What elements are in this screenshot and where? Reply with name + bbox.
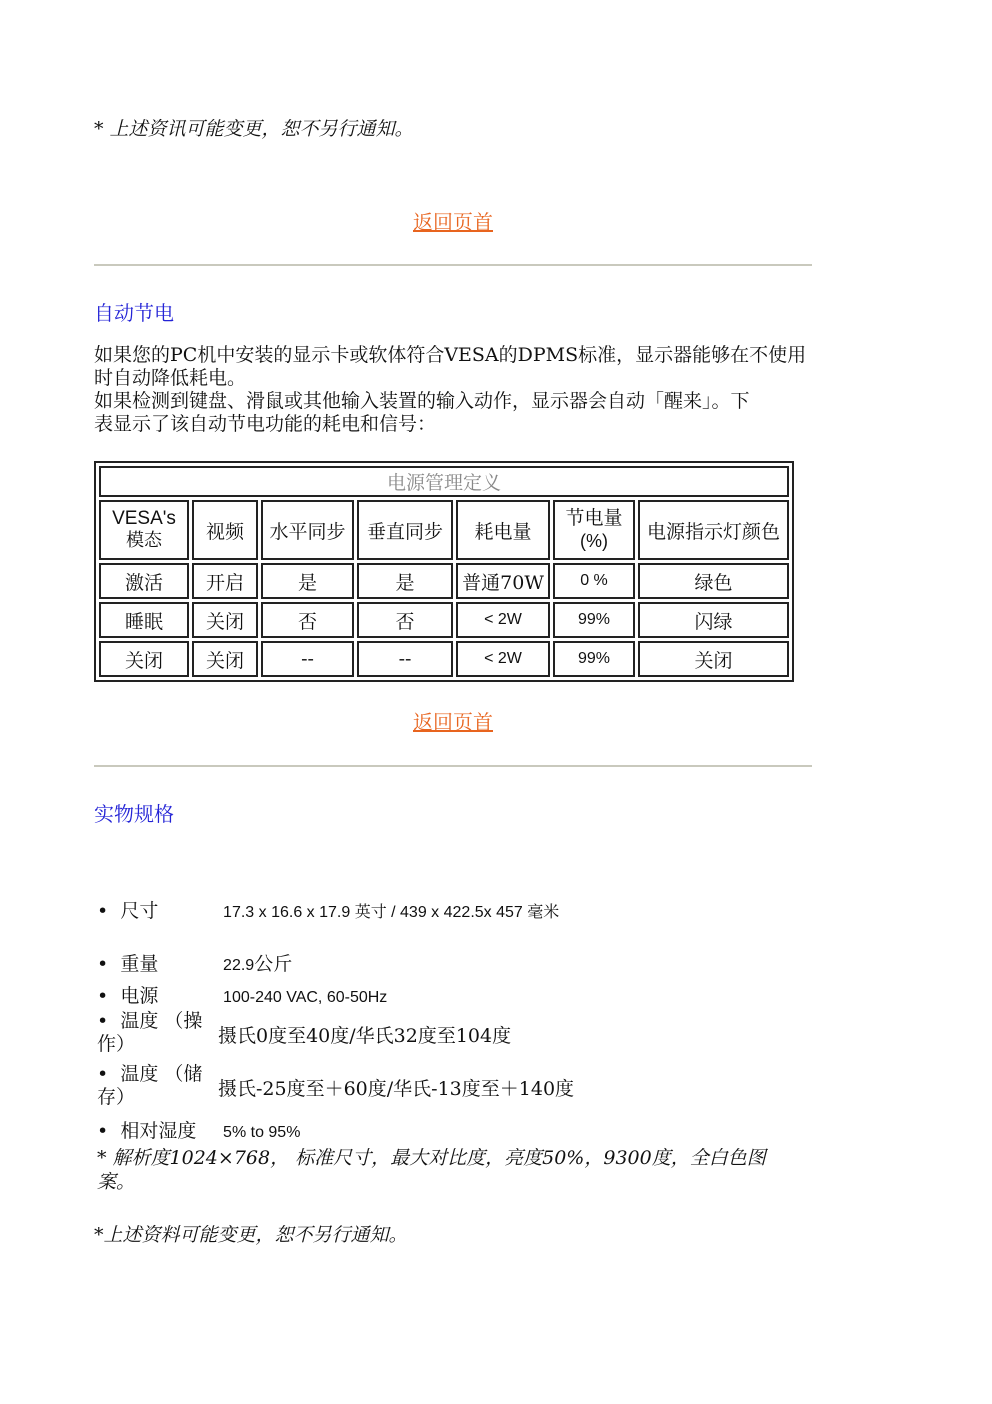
specs-footnote [97,1146,797,1194]
table-cell: 关闭 [638,641,789,677]
divider [94,264,812,266]
spec-value: 17.3 x 16.6 x 17.9 英寸 / 439 x 422.5x 457 毫米 [223,904,560,921]
table-cell: < 2W [456,602,550,638]
table-cell: 睡眠 [99,602,189,638]
table-cell: < 2W [456,641,550,677]
spec-label-text: 相对湿度 [120,1120,197,1142]
bullet: • [97,900,109,922]
header-saving-line1: 节电量 [565,507,623,529]
spec-value-unit: 公斤 [254,953,293,975]
header-vsync: 垂直同步 [357,500,453,560]
footnote-line: * 解析度1024×768， 标准尺寸，最大对比度，亮度50%，9300度，全白色图 [97,1147,766,1169]
spec-label-line [97,1010,212,1033]
divider [94,765,812,767]
header-vesa-line1: VESA's [112,508,176,529]
power-management-table [94,461,794,682]
power-saving-paragraph [94,344,814,436]
header-vesa-mode [99,500,189,560]
bottom-note: *上述资料可能变更，恕不另行通知。 [94,1224,408,1246]
table-cell: 0 % [553,563,635,599]
footnote-line: 案。 [97,1171,136,1193]
bullet: • [97,953,109,975]
spec-value: 5% to 95% [223,1124,301,1141]
table-cell: 是 [357,563,453,599]
header-hsync: 水平同步 [261,500,354,560]
para-line: 如果检测到键盘、滑鼠或其他输入装置的输入动作，显示器会自动「醒来」。下 [94,390,750,412]
table-cell: 99% [553,602,635,638]
table-cell: -- [261,641,354,677]
table-cell: 关闭 [192,602,258,638]
table-cell: 否 [357,602,453,638]
spec-label-line [97,1063,212,1086]
table-cell: 否 [261,602,354,638]
physical-specs-heading: 实物规格 [94,802,174,826]
spec-label [97,1010,212,1056]
power-saving-heading: 自动节电 [94,301,174,325]
table-cell: 普通70W [456,563,550,599]
table-cell: 是 [261,563,354,599]
header-saving-line2: (%) [580,531,608,551]
table-cell: 99% [553,641,635,677]
spec-label-line: 作） [97,1033,136,1055]
top-note: * 上述资讯可能变更，恕不另行通知。 [94,118,414,140]
bullet: • [97,1063,109,1085]
para-line: 时自动降低耗电。 [94,367,247,389]
spec-value: 100-240 VAC, 60-50Hz [223,989,388,1006]
table-cell: 关闭 [192,641,258,677]
spec-label-text: 电源 [120,985,159,1007]
spec-label-text: 尺寸 [120,900,159,922]
spec-label-text: 温度 （储 [120,1063,203,1085]
header-led-color: 电源指示灯颜色 [638,500,789,560]
spec-label [97,1063,212,1109]
table-cell: 激活 [99,563,189,599]
spec-value: 摄氏0度至40度/华氏32度至104度 [218,1025,512,1047]
spec-label [97,981,217,1008]
bullet: • [97,1010,109,1032]
para-line: 如果您的PC机中安装的显示卡或软体符合VESA的DPMS标准，显示器能够在不使用 [94,344,807,366]
spec-row-power [97,981,387,1008]
table-cell: -- [357,641,453,677]
table-caption: 电源管理定义 [99,466,789,497]
spec-label-text: 温度 （操 [120,1010,203,1032]
spec-label [97,896,217,923]
spec-label-line: 存） [97,1086,136,1108]
bullet: • [97,985,109,1007]
spec-label [97,949,217,976]
header-power-consumption: 耗电量 [456,500,550,560]
spec-row-humidity [97,1116,300,1143]
header-power-saving [553,500,635,560]
table-cell: 绿色 [638,563,789,599]
spec-label-text: 重量 [120,953,159,975]
bullet: • [97,1120,109,1142]
table-cell: 闪绿 [638,602,789,638]
spec-row-dimensions [97,896,559,923]
back-to-top-link[interactable]: 返回页首 [413,710,493,734]
back-to-top-link[interactable]: 返回页首 [413,210,493,234]
spec-label [97,1116,217,1143]
spec-value: 22.9 [223,957,255,974]
header-vesa-line2: 模态 [126,530,162,551]
table-cell: 关闭 [99,641,189,677]
spec-row-weight [97,949,292,976]
table-cell: 开启 [192,563,258,599]
header-video: 视频 [192,500,258,560]
para-line: 表显示了该自动节电功能的耗电和信号： [94,413,437,435]
spec-value: 摄氏-25度至＋60度/华氏-13度至＋140度 [218,1078,575,1100]
